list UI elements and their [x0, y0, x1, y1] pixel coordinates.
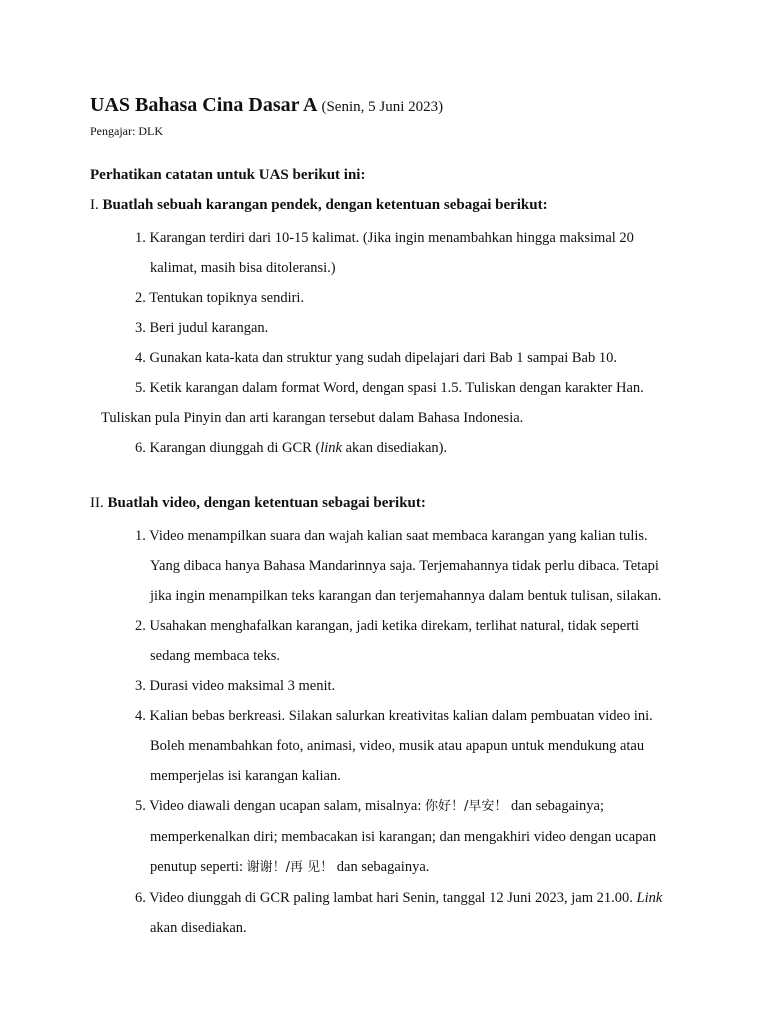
document-title-line [90, 93, 690, 119]
closing-chinese: 谢谢！/再 见！ [246, 860, 334, 875]
greeting-chinese: 你好！/早安！ [425, 799, 508, 814]
section-1-heading [90, 195, 690, 215]
list-item [101, 373, 690, 433]
item-number: 1. [135, 230, 146, 246]
item-number: 6. [135, 440, 146, 456]
document-page [90, 93, 690, 943]
item-text: Ketik karangan dalam format Word, dengan spasi 1.5. Tuliskan dengan karakter Han. [149, 380, 644, 396]
item-text: memperkenalkan diri; membacakan isi karangan; dan mengakhiri video dengan ucapan [150, 829, 657, 845]
item-number: 5. [135, 380, 146, 396]
item-text: sedang membaca teks. [150, 648, 281, 664]
teacher-label: Pengajar: DLK [90, 124, 163, 138]
list-item [135, 343, 690, 373]
list-item [135, 671, 690, 701]
item-number: 3. [135, 678, 146, 694]
list-item [135, 223, 690, 283]
section-2-heading [90, 493, 690, 513]
item-text: Gunakan kata-kata dan struktur yang sudah dipelajari dari Bab 1 sampai Bab 10. [149, 350, 617, 366]
item-text: Kalian bebas berkreasi. Silakan salurkan kreativitas kalian dalam pembuatan video ini. [149, 708, 653, 724]
list-item [135, 701, 690, 791]
item-text: Beri judul karangan. [149, 320, 269, 336]
list-item [135, 433, 690, 463]
item-number: 1. [135, 528, 146, 544]
item-number: 4. [135, 708, 146, 724]
list-item [135, 611, 690, 671]
section-1-numeral: I. [90, 197, 99, 213]
item-text: akan disediakan. [150, 920, 247, 936]
section-2-title: Buatlah video, dengan ketentuan sebagai berikut: [107, 495, 426, 511]
list-item [135, 791, 690, 883]
exam-date: (Senin, 5 Juni 2023) [321, 99, 444, 115]
item-text: Tuliskan pula Pinyin dan arti karangan tersebut dalam Bahasa Indonesia. [101, 410, 524, 426]
item-text: Video diunggah di GCR paling lambat hari Senin, tanggal 12 Juni 2023, jam 21.00. [149, 890, 637, 906]
link-word: link [320, 440, 342, 456]
item-text: dan sebagainya. [333, 859, 430, 875]
item-number: 2. [135, 290, 146, 306]
item-text: Usahakan menghafalkan karangan, jadi ketika direkam, terlihat natural, tidak seperti [149, 618, 640, 634]
item-number: 6. [135, 890, 146, 906]
section-1-title: Buatlah sebuah karangan pendek, dengan ketentuan sebagai berikut: [102, 197, 548, 213]
link-word: Link [636, 890, 663, 906]
list-item [135, 283, 690, 313]
item-text: kalimat, masih bisa ditoleransi.) [150, 260, 336, 276]
item-number: 2. [135, 618, 146, 634]
item-text: memperjelas isi karangan kalian. [150, 768, 341, 784]
section-2-numeral: II. [90, 495, 104, 511]
item-text: Boleh menambahkan foto, animasi, video, musik atau apapun untuk mendukung atau [150, 738, 645, 754]
note-heading: Perhatikan catatan untuk UAS berikut ini: [90, 167, 366, 183]
item-text: Karangan terdiri dari 10-15 kalimat. (Jika ingin menambahkan hingga maksimal 20 [149, 230, 634, 246]
list-item [135, 521, 690, 611]
item-text: Tentukan topiknya sendiri. [149, 290, 305, 306]
list-item [135, 313, 690, 343]
document-title: UAS Bahasa Cina Dasar A [90, 94, 318, 116]
item-text: dan sebagainya; [507, 798, 605, 814]
item-text: Karangan diunggah di GCR ( [149, 440, 321, 456]
item-text: jika ingin menampilkan teks karangan dan terjemahannya dalam bentuk tulisan, silakan. [150, 588, 662, 604]
item-number: 3. [135, 320, 146, 336]
item-number: 4. [135, 350, 146, 366]
item-text: Video diawali dengan ucapan salam, misalnya: [149, 798, 425, 814]
section-1-list [90, 223, 690, 463]
item-text: penutup seperti: [150, 859, 247, 875]
item-text: Video menampilkan suara dan wajah kalian saat membaca karangan yang kalian tulis. [149, 528, 648, 544]
item-text: Durasi video maksimal 3 menit. [149, 678, 336, 694]
item-number: 5. [135, 798, 146, 814]
item-text: akan disediakan). [342, 440, 448, 456]
section-2-list [90, 521, 690, 943]
item-text: Yang dibaca hanya Bahasa Mandarinnya saja. Terjemahannya tidak perlu dibaca. Tetapi [150, 558, 659, 574]
list-item [135, 883, 690, 943]
